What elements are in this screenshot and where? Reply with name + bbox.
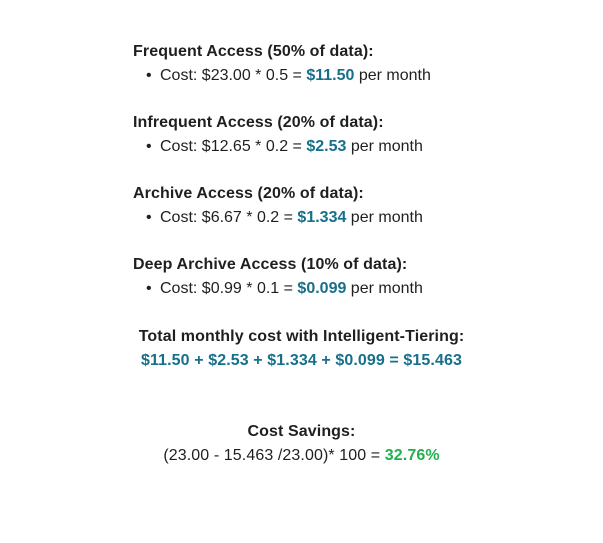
total-monthly-cost-block bbox=[0, 325, 603, 373]
tier-cost-line bbox=[133, 206, 603, 230]
cost-value: $2.53 bbox=[306, 138, 347, 155]
tier-cost-text bbox=[160, 277, 423, 301]
tier-cost-text bbox=[160, 206, 423, 230]
tier-cost-line bbox=[133, 64, 603, 88]
cost-suffix: per month bbox=[346, 138, 423, 155]
tier-cost-line bbox=[133, 277, 603, 301]
tier-cost-text bbox=[160, 135, 423, 159]
tier-heading: Archive Access (20% of data): bbox=[133, 185, 364, 202]
cost-suffix: per month bbox=[346, 280, 423, 297]
cost-formula: Cost: $6.67 * 0.2 = bbox=[160, 209, 298, 226]
cost-value: $11.50 bbox=[306, 67, 355, 84]
tier-cost-text bbox=[160, 64, 431, 88]
bullet-icon: • bbox=[146, 138, 152, 155]
total-cost-formula: $11.50 + $2.53 + $1.334 + $0.099 = $15.463 bbox=[141, 352, 462, 369]
cost-formula: Cost: $12.65 * 0.2 = bbox=[160, 138, 307, 155]
tier-section-archive-access bbox=[133, 182, 603, 230]
cost-value: $0.099 bbox=[297, 280, 347, 297]
cost-suffix: per month bbox=[346, 209, 423, 226]
tier-section-infrequent-access bbox=[133, 111, 603, 159]
cost-savings-heading: Cost Savings: bbox=[247, 423, 356, 440]
tier-heading: Infrequent Access (20% of data): bbox=[133, 114, 384, 131]
bullet-icon: • bbox=[146, 280, 152, 297]
cost-formula: Cost: $23.00 * 0.5 = bbox=[160, 67, 307, 84]
tier-cost-line bbox=[133, 135, 603, 159]
savings-percentage-value: 32.76% bbox=[384, 447, 440, 464]
bullet-icon: • bbox=[146, 209, 152, 226]
tier-section-frequent-access bbox=[133, 40, 603, 88]
cost-formula: Cost: $0.99 * 0.1 = bbox=[160, 280, 298, 297]
savings-formula-text: (23.00 - 15.463 /23.00)* 100 = bbox=[163, 447, 385, 464]
cost-savings-formula bbox=[0, 444, 603, 468]
tier-section-deep-archive-access bbox=[133, 253, 603, 301]
tier-cost-list bbox=[0, 40, 603, 301]
cost-savings-block bbox=[0, 420, 603, 468]
tier-heading: Deep Archive Access (10% of data): bbox=[133, 256, 408, 273]
total-cost-heading: Total monthly cost with Intelligent-Tiering: bbox=[138, 328, 465, 345]
tier-heading: Frequent Access (50% of data): bbox=[133, 43, 374, 60]
cost-value: $1.334 bbox=[297, 209, 347, 226]
bullet-icon: • bbox=[146, 67, 152, 84]
cost-suffix: per month bbox=[354, 67, 431, 84]
